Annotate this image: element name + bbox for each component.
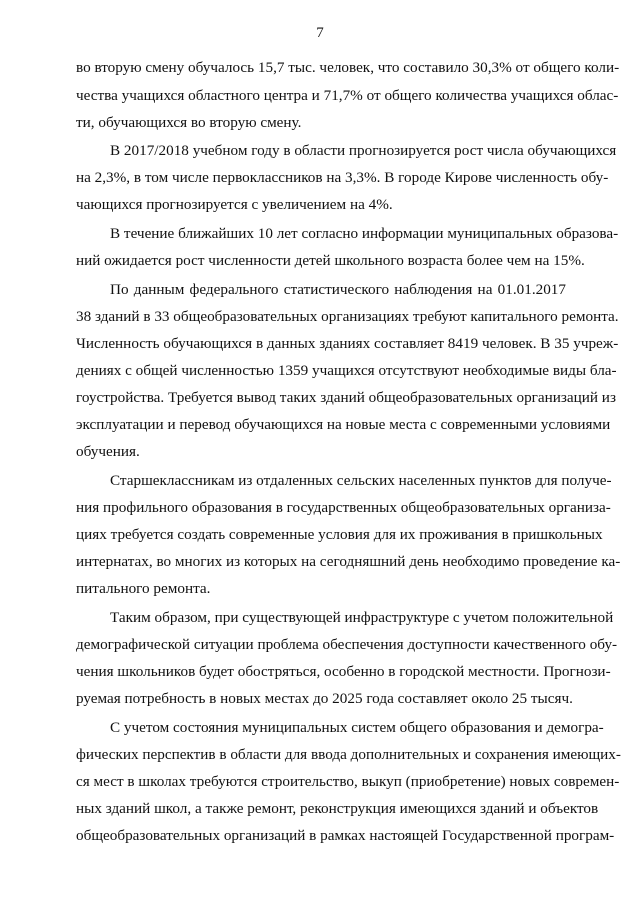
text-line: интернатах, во многих из которых на сегодняшний день необходимо проведение ка- <box>76 553 621 570</box>
text-line: руемая потребность в новых местах до 2025 года составляет около 25 тысяч. <box>76 690 573 707</box>
text-line: В течение ближайших 10 лет согласно информации муниципальных образова- <box>110 225 619 242</box>
text-line: дениях с общей численностью 1359 учащихся отсутствуют необходимые виды бла- <box>76 362 617 379</box>
text-line: ных зданий школ, а также ремонт, реконструкция имеющихся зданий и объектов <box>76 800 599 817</box>
text-line: демографической ситуации проблема обеспечения доступности качественного обу- <box>76 636 618 653</box>
text-line: на 2,3%, в том числе первоклассников на 3,3%. В городе Кирове численность обу- <box>76 169 609 186</box>
text-line: ния профильного образования в государственных общеобразовательных организа- <box>76 499 611 516</box>
text-line: обучения. <box>76 443 140 460</box>
text-line: чения школьников будет обостряться, особенно в городской местности. Прогнози- <box>76 663 611 680</box>
text-line: во вторую смену обучалось 15,7 тыс. человек, что составило 30,3% от общего коли- <box>76 59 620 76</box>
text-line: Численность обучающихся в данных зданиях составляет 8419 человек. В 35 учреж- <box>76 335 619 352</box>
text-line: фических перспектив в области для ввода дополнительных и сохранения имеющих- <box>76 746 621 763</box>
text-line: питального ремонта. <box>76 580 211 597</box>
text-line: чества учащихся областного центра и 71,7% от общего количества учащихся облас- <box>76 87 619 104</box>
text-line: циях требуется создать современные условия для их проживания в пришкольных <box>76 526 603 543</box>
text-line: общеобразовательных организаций в рамках настоящей Государственной програм- <box>76 827 615 844</box>
text-line: эксплуатации и перевод обучающихся на новые места с современными условиями <box>76 416 611 433</box>
text-line: гоустройства. Требуется вывод таких зданий общеобразовательных организаций из <box>76 389 616 406</box>
text-line: Старшеклассникам из отдаленных сельских населенных пунктов для получе- <box>110 472 612 489</box>
text-line: Таким образом, при существующей инфраструктуре с учетом положительной <box>110 609 614 626</box>
text-line: В 2017/2018 учебном году в области прогнозируется рост числа обучающихся <box>110 142 617 159</box>
text-line: ти, обучающихся во вторую смену. <box>76 114 302 131</box>
text-line: чающихся прогнозируется с увеличением на 4%. <box>76 196 393 213</box>
page-number: 7 <box>316 25 324 41</box>
text-line: 38 зданий в 33 общеобразовательных организациях требуют капитального ремонта. <box>76 308 619 325</box>
text-line: По данным федерального статистического наблюдения на 01.01.2017 <box>110 281 566 298</box>
text-line: ся мест в школах требуются строительство, выкуп (приобретение) новых современ- <box>76 773 620 790</box>
text-line: ний ожидается рост численности детей школьного возраста более чем на 15%. <box>76 252 585 269</box>
text-line: С учетом состояния муниципальных систем общего образования и демогра- <box>110 719 604 736</box>
